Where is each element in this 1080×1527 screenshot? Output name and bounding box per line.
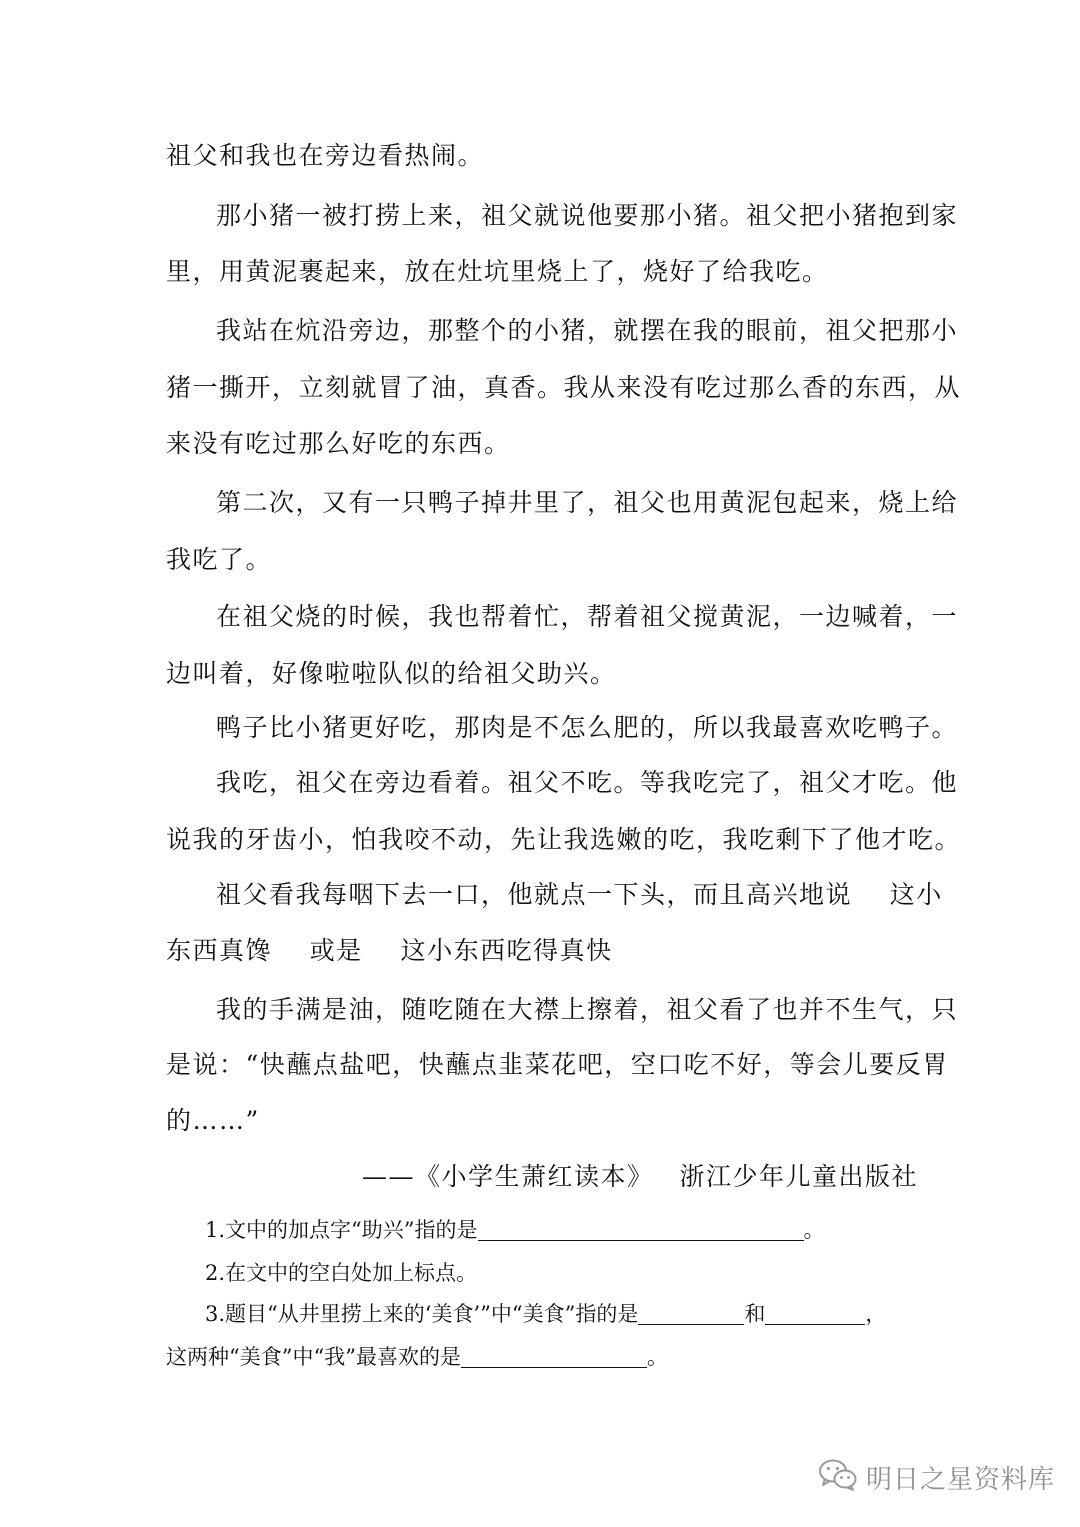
answer-blank-q3a[interactable]	[638, 1298, 744, 1325]
passage-line: 猪一撕开，立刻就冒了油，真香。我从来没有吃过那么香的东西，从	[166, 373, 962, 402]
passage-line: 来没有吃过那么好吃的东西。	[166, 429, 511, 458]
watermark-text: 明日之星资料库	[866, 1464, 1056, 1495]
passage-line: 边叫着，好像啦啦队似的给祖父助兴。	[166, 659, 617, 688]
passage-line: 东西真馋 或是 这小东西吃得真快	[166, 936, 613, 965]
answer-blank-q1[interactable]	[478, 1214, 804, 1241]
passage-line: 我的手满是油，随吃随在大襟上擦着，祖父看了也并不生气，只	[216, 995, 959, 1024]
passage-line: 是说：“快蘸点盐吧，快蘸点韭菜花吧，空口吃不好，等会儿要反胃	[166, 1050, 949, 1079]
passage-line: 我吃了。	[166, 545, 273, 574]
question-2: 2.在文中的空白处加上标点。	[205, 1261, 478, 1285]
passage-line: 那小猪一被打捞上来，祖父就说他要那小猪。祖父把小猪抱到家	[216, 201, 959, 230]
passage-line: 里，用黄泥裹起来，放在灶坑里烧上了，烧好了给我吃。	[166, 257, 829, 286]
passage-line: 的……”	[166, 1106, 260, 1135]
question-3: 3.题目“从井里捞上来的‘美食’”中“美食”指的是 和 ，	[205, 1293, 886, 1335]
passage-line: 鸭子比小猪更好吃，那肉是不怎么肥的，所以我最喜欢吃鸭子。	[216, 713, 959, 742]
passage-line: 我吃，祖父在旁边看着。祖父不吃。等我吃完了，祖父才吃。他	[216, 768, 959, 797]
passage-line: 在祖父烧的时候，我也帮着忙，帮着祖父搅黄泥，一边喊着，一	[216, 602, 959, 631]
source-citation	[362, 1152, 918, 1202]
source-book: ——《小学生萧红读本》	[361, 1162, 654, 1191]
passage-line: 说我的牙齿小，怕我咬不动，先让我选嫩的吃，我吃剩下了他才吃。	[166, 825, 962, 854]
question-1: 1.文中的加点字“助兴”指的是 。	[205, 1209, 825, 1251]
passage-line: 第二次，又有一只鸭子掉井里了，祖父也用黄泥包起来，烧上给	[216, 488, 959, 517]
passage-line: 我站在炕沿旁边，那整个的小猪，就摆在我的眼前，祖父把那小	[216, 316, 959, 345]
answer-blank-q3c[interactable]	[461, 1341, 647, 1368]
question-3-continued: 这两种“美食”中“我”最喜欢的是 。	[166, 1336, 668, 1378]
watermark	[818, 1455, 1055, 1499]
passage-line: 祖父看我每咽下去一口，他就点一下头，而且高兴地说 这小	[216, 880, 943, 909]
source-publisher: 浙江少年儿童出版社	[679, 1162, 918, 1191]
passage-line: 祖父和我也在旁边看热闹。	[166, 141, 485, 170]
wechat-icon	[818, 1458, 858, 1497]
answer-blank-q3b[interactable]	[765, 1298, 865, 1325]
